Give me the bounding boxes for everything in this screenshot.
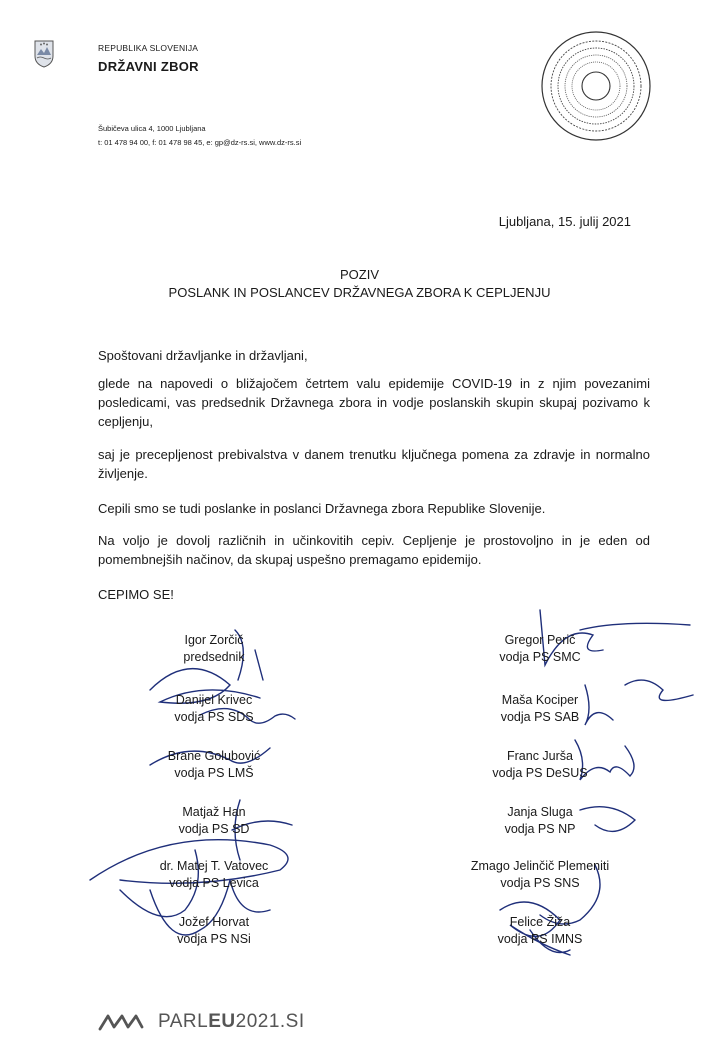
greeting: Spoštovani državljanke in državljani,	[98, 348, 308, 363]
signatory-role: vodja PS LMŠ	[174, 766, 254, 780]
signatory-block	[440, 632, 640, 666]
title-line-2: POSLANK IN POSLANCEV DRŽAVNEGA ZBORA K CEPLJENJU	[168, 285, 551, 300]
signatory-name: Janja Sluga	[507, 805, 573, 819]
signatory-block	[440, 692, 640, 726]
signatory-role: vodja PS SNS	[500, 876, 580, 890]
brand-prefix: PARL	[158, 1011, 209, 1032]
signatory-role: vodja PS SD	[178, 822, 250, 836]
signatory-name: dr. Matej T. Vatovec	[159, 859, 269, 873]
contact-info: t: 01 478 94 00, f: 01 478 98 45, e: gp@dz-rs.si, www.dz-rs.si	[98, 138, 302, 147]
signatory-role: vodja PS NSi	[177, 932, 251, 946]
signatory-role: vodja PS NP	[504, 822, 576, 836]
signatory-role: vodja PS Levica	[169, 876, 259, 890]
signatory-name: Franc Jurša	[507, 749, 573, 763]
signatory-block	[440, 748, 640, 782]
presidency-logo-icon	[98, 1013, 152, 1031]
signatory-role: vodja PS DeSUS	[492, 766, 588, 780]
signatory-block	[440, 804, 640, 838]
signatory-name: Zmago Jelinčič Plemeniti	[470, 859, 610, 873]
body-paragraph: saj je precepljenost prebivalstva v danem trenutku ključnega pomena za zdravje in normalno življenje.	[98, 447, 650, 481]
address: Šubičeva ulica 4, 1000 Ljubljana	[98, 124, 206, 133]
country-name: REPUBLIKA SLOVENIJA	[98, 43, 199, 53]
title-line-1: POZIV	[339, 267, 379, 282]
signatory-role: predsednik	[183, 650, 245, 664]
signatory-block	[114, 748, 314, 782]
signatory-name: Igor Zorčič	[184, 633, 244, 647]
signatory-block	[114, 858, 314, 892]
brand-accent: EU	[208, 1011, 236, 1032]
signatory-role: vodja PS SAB	[500, 710, 580, 724]
official-seal-stamp	[540, 30, 652, 142]
signatory-block	[440, 914, 640, 948]
signatory-name: Gregor Perič	[504, 633, 576, 647]
signatory-block	[114, 632, 314, 666]
body-paragraph: glede na napovedi o bližajočem četrtem valu epidemije COVID-19 in z njim povezanimi posledicami, vas predsednik Državnega zbora in vodje poslanskih skupin skupaj pozivamo k cepljenju,	[98, 376, 650, 429]
signatory-role: vodja PS IMNS	[497, 932, 583, 946]
signatory-name: Maša Kociper	[501, 693, 579, 707]
signatory-name: Danijel Krivec	[175, 693, 253, 707]
signatory-name: Matjaž Han	[182, 805, 246, 819]
letter-date: Ljubljana, 15. julij 2021	[498, 214, 631, 229]
brand-suffix: 2021.SI	[235, 1011, 305, 1032]
closing-call: CEPIMO SE!	[98, 587, 174, 602]
signatory-name: Felice Žiža	[509, 915, 571, 929]
signatory-block	[114, 804, 314, 838]
signatory-block	[114, 914, 314, 948]
body-paragraph: Na voljo je dovolj različnih in učinkovitih cepiv. Cepljenje je prostovoljno in je eden od pomembnejših načinov, da skupaj uspešno premagamo epidemijo.	[98, 533, 650, 567]
signatory-role: vodja PS SMC	[499, 650, 581, 664]
signatory-name: Jožef Horvat	[178, 915, 250, 929]
institution-name: DRŽAVNI ZBOR	[98, 59, 199, 74]
signatory-block	[440, 858, 640, 892]
footer-brand	[98, 1010, 305, 1034]
signatory-name: Brane Golubović	[167, 749, 261, 763]
body-paragraph: Cepili smo se tudi poslanke in poslanci Državnega zbora Republike Slovenije.	[98, 501, 546, 516]
signatory-role: vodja PS SDS	[174, 710, 254, 724]
signatory-block	[114, 692, 314, 726]
coat-of-arms-icon	[34, 40, 54, 68]
footer-brand-text	[158, 1011, 305, 1033]
